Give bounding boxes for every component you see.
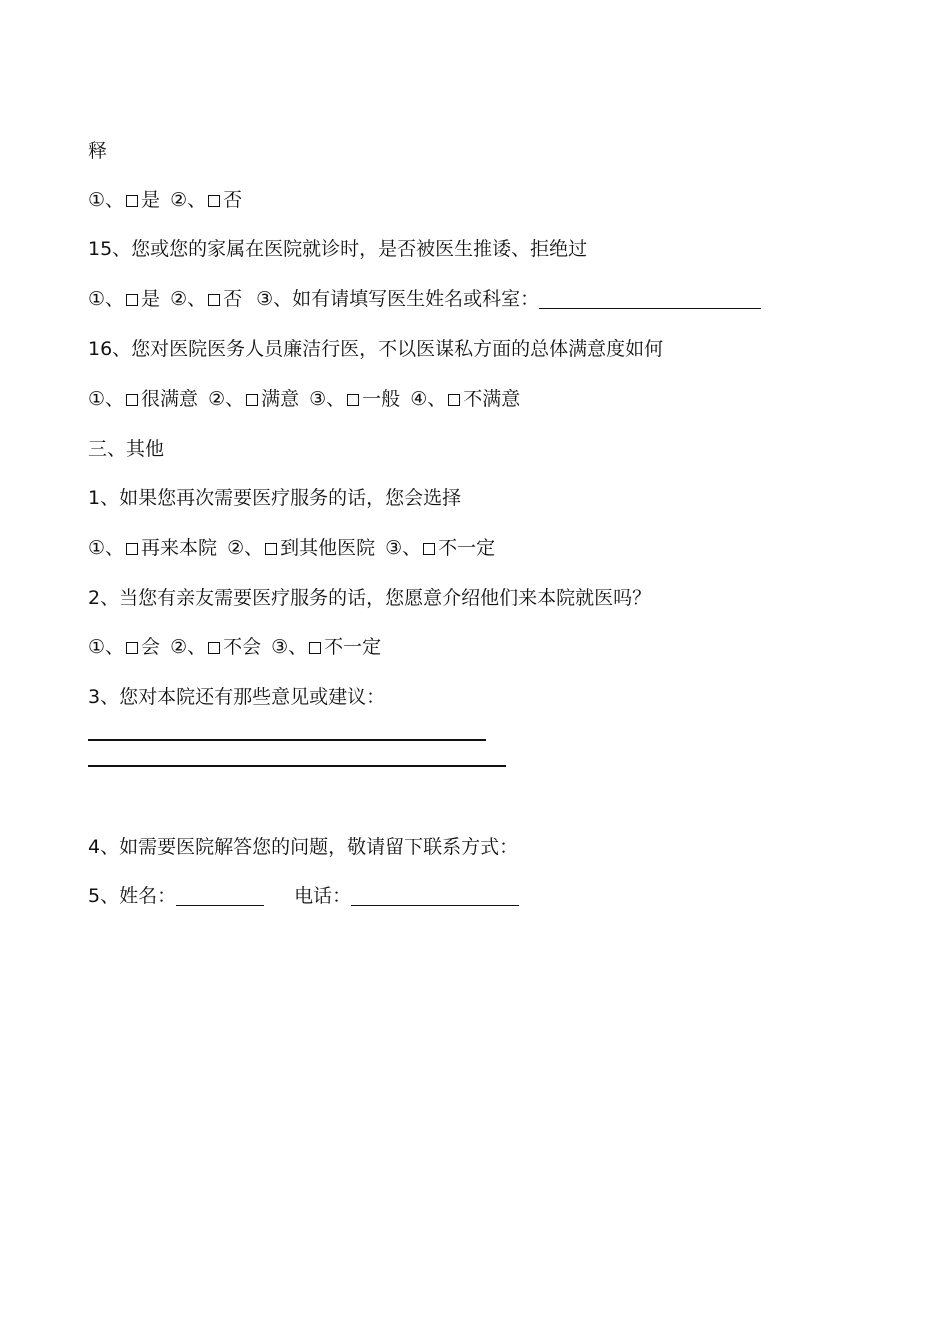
question-other-4: 4、如需要医院解答您的问题，敬请留下联系方式： [88,836,519,858]
checkbox-icon[interactable] [448,394,460,406]
option-yes[interactable]: ①、 是 [88,288,161,310]
checkbox-icon[interactable] [208,294,220,306]
option-not-sure[interactable]: ③、 不一定 [271,636,382,658]
doctor-name-field[interactable] [539,288,761,309]
continued-question-text: 释 [88,140,108,162]
checkbox-icon[interactable] [246,394,258,406]
option-unsatisfied[interactable]: ④、 不满意 [410,388,521,410]
checkbox-icon[interactable] [126,195,138,207]
checkbox-icon[interactable] [126,294,138,306]
answer-row-other-2 [88,634,391,660]
phone-label: 电话： [294,885,352,907]
option-will[interactable]: ①、 会 [88,636,161,658]
checkbox-icon[interactable] [126,543,138,555]
option-will-not[interactable]: ②、 不会 [170,636,262,658]
checkbox-icon[interactable] [423,543,435,555]
option-no[interactable]: ②、 否 [170,189,243,211]
option-not-sure[interactable]: ③、 不一定 [385,537,496,559]
answer-row-q14 [88,187,252,213]
checkbox-icon[interactable] [309,642,321,654]
checkbox-icon[interactable] [265,543,277,555]
question-15: 15、您或您的家属在医院就诊时，是否被医生推诿、拒绝过 [88,238,588,260]
option-no[interactable]: ②、 否 [170,288,243,310]
checkbox-icon[interactable] [208,642,220,654]
answer-row-q16 [88,386,530,412]
question-other-1: 1、如果您再次需要医疗服务的话，您会选择 [88,487,462,509]
question-other-2: 2、当您有亲友需要医疗服务的话，您愿意介绍他们来本院就医吗？ [88,587,652,609]
option-come-again[interactable]: ①、 再来本院 [88,537,218,559]
option-average[interactable]: ③、 一般 [309,388,401,410]
answer-row-other-1 [88,535,505,561]
checkbox-icon[interactable] [208,195,220,207]
suggestion-line-2[interactable] [88,765,506,767]
checkbox-icon[interactable] [126,642,138,654]
checkbox-icon[interactable] [126,394,138,406]
phone-field[interactable] [351,885,519,906]
doctor-name-label: ③、如有请填写医生姓名或科室： [256,288,540,310]
option-yes[interactable]: ①、 是 [88,189,161,211]
checkbox-icon[interactable] [347,394,359,406]
contact-row [88,883,519,909]
option-satisfied[interactable]: ②、 满意 [208,388,300,410]
suggestion-line-1[interactable] [88,739,486,741]
question-16: 16、您对医院医务人员廉洁行医，不以医谋私方面的总体满意度如何 [88,338,664,360]
option-other-hospital[interactable]: ②、 到其他医院 [227,537,376,559]
option-very-satisfied[interactable]: ①、 很满意 [88,388,199,410]
name-label: 5、姓名： [88,885,177,907]
name-field[interactable] [176,885,264,906]
section-heading-other: 三、其他 [88,438,165,460]
answer-row-q15 [88,286,761,312]
question-other-3: 3、您对本院还有那些意见或建议： [88,686,386,708]
